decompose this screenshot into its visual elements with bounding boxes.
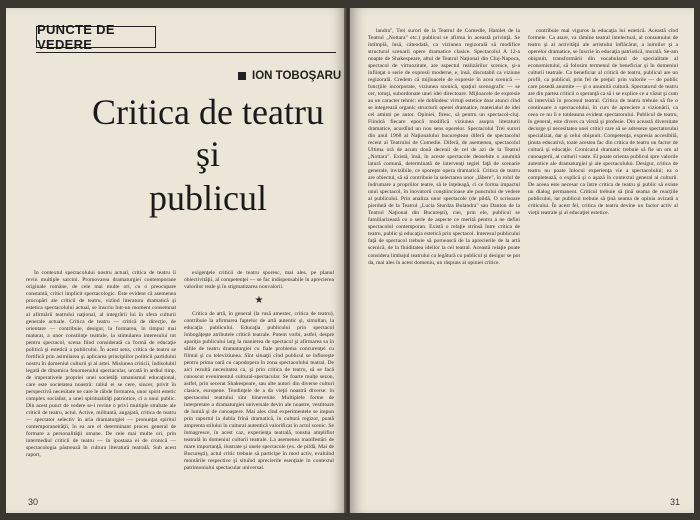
body-paragraph: În contextul spectacolului nostru actual, critica de teatru îi revin multiple sarcini. Promovarea dramaturgiei contemporane originale române, de cele mai multe ori, cu o preocupare constantă, critici implicit spectacologic. Este evident că asemenea procupări ale criticii de teatru, vizînd literatura dramatică şi estetica spectacolului actual, se înscriu într-un moment consemnat al afirmării teatrului naţional, al integrării lui în sfera culturii generale actuale. Critica de teatru — critică de direcţie, de orientare — contribuie, desigur, la formarea, în timpul mai maturat, a unor constiinţe teatrale, la stimularea interesului tot pentru spectacol, scena fiind considerată ca formă de educaţie politică şi estetică a publicului. În acest sens, critica de teatru se fortifică prin asimilarea şi aplicarea principiilor politicii partidului nostru în domeniul culturii şi al artei. Misiunea criticii, îndisolubil legată de dinamica fenomenului spectacular, urcată în ardiul timp, de imperativele propriei unei societăţi umanismul educaţional, care este societatea noastră: raliul ei se cere, sincer, privit în perspectivă necesitate ne care le răbde formarea, unor spirit estetic complex socialist, a unei spiritualităţi patriotice, ci a unui public. Din acest punct de vedere se-i revine o privi multiple strabate ale criticii de teatru, actul. Active, militantă, angajată, critica de teatru — spectator selectiv în aria dramaturgiei — pronunţat spiritul contemporaneităţii, în ea are el determinant proces general de formare a personalităţii umane. De cele mai multe ori, prin intermediul criticii de teatru — în ipostaza ei de cronică — spectacologia păstrează în cultura literatură teatrală. Sub acest raport, [26,270,176,459]
body-paragraph: contribuie mai viguros la educaţia lui estetică. Această cînd formele. Ca atare, va rămîne teatral intelectual, al consumului de teatru şi al activităţii ale artistului înflăcărat, a inimilor şi a operelor dramatice, se înscrie în educaţia patriotică, morală. Se-am obişnuit, transformării din vocabularul de specialitate al economistului, să folosim termenul de beneficiar şi în domeniul culturii teatrale. Ca beneficiar al criticii de teatru, publicul are un profil, ca publicul, prin fel de preţul: prin valorile — de public care posedă anumite — şi o anumită cultură. Spectatorul de teatru are din partea criticii o speranţă ca să i se explice ce a văzut şi cum să intervină în procesul teatral. Critica de teatru trebuie să fie o continuare a spectacolului, în curs de apreciere a vizionării, ca ceea ce nu îi e totdeauna evident spectatorului. Publicul de teatru, în general, este divers ca vîrstă şi profesie. Din această diversitate decurge şi necesitatea unei critici care să se adreseze spectatorului specializat, dar şi celui obişnuit. Competenţa, expresia accesibilă, ţinuta educativă, toate acestea fac din critica de teatru un factor de cultură şi educaţie. Cronicarul dramatic trebuie să fie un om al cunoaşterii, al culturii vaste. El poate orienta publicul spre valorile autentice ale dramaturgiei şi ale spectacolului. Desigur, critica de teatru nu poate înlocui experienţa vie a spectacolului; ea o completează, o explică şi o aşază în contextul general al culturii. De aceea este necesar ca între critica de teatru şi public să existe un dialog permanent. Criticul trebuie să ţină seama de reacţiile publicului, iar publicul trebuie să ţină seama de opinia avizată a criticului. În acest fel, critica de teatru devine un factor activ al vieţii teatrale şi al educaţiei estetice. [528,28,678,217]
section-rubric: PUNCTE DE VEDERE [36,26,156,48]
left-page [6,8,346,513]
body-paragraph: Critica de artă, în general (la rusă amestec, critica de teatru), contribuie la afirmarea faptelor de artă autentic şi, simultan, la educaţia publicului. Educaţia publicului prin spectacol îmbogăţeşte atributele criticii teatrale. Putem vorbi, astfel, despre apariţia publicului larg la manierea de spectacol şi afirmarea sa în sălile de teatru dramaturgiei cu fiale problema concurenţei cu filmul şi cu televiziunea. Sînt situaţii cînd publicul se înfloreşte pentru prima oară cu capodopera în zona spectacolului teatral. De aici rezultă necesitatea ca, şi prin critica de teatru, să se facă cunoscut evenimentul cultural-spectacular. Se foarte mulţe sezon, astfel, prin secerat Shakespeare, sau alte autori din diverse culturi clasice, europene. Tendinţele de a da vieţii noastră diverse: în spectacolul teatrului sînt binevenite. Multiplele forme de interpretare a dramaturgiei universale devin ale noastre, vestitoare de lumiă şi de cunoaştere. Mai ales cînd experimentele se impun prin raportul la dubla frînă dramatică, în cultură regizor, poată amprenta stilului în cultural autentică valorificat în actul scenic. Se înmagresce, în acest caz, experienţa teatrală, tonstia ampliflot teatrală în domeniul culturii teatrale. La asemenea manifestări de mare importanţă, ilustrate şi unele spectacole (ex. de pildă, Mai de Bucureşti), actul critic trebuie să participe în mod activ, evaluînd montările respective şi situînd aprecierile esenţiale în contextul patrimoniului spectacular universal. [184,311,334,472]
body-paragraph: exigenţele criticii de teatru sporesc, mai ales, pe planul obiectivităţii, al competenţei — se fac indispensabile în aprecierea valorilor reale şi în stigmatizarea nonvalorii. [184,270,334,291]
page-number-left: 30 [28,497,39,507]
author-byline [238,70,341,82]
right-page [350,8,694,513]
left-column-1 [26,270,176,490]
author-name: ION TOBOŞARU [252,70,342,82]
page-number-right: 31 [670,497,681,507]
title-line-3: publicul [149,178,267,218]
right-column-1 [368,28,520,496]
square-bullet-icon [238,72,246,80]
title-line-2: şi [195,134,220,174]
right-column-2 [528,28,678,496]
title-line-1: Critica de teatru [92,92,324,132]
article-title [88,92,328,218]
left-column-2 [184,270,334,490]
section-break-star-icon: ★ [254,295,264,307]
body-paragraph: landra", Trei surori de la Teatrul de Comedie, Hamlet de la Teatrul „Nottara" etc.) publicul se afirma în această privinţă. Se întîmplă, însă, câteodată, ca viziunea regizorală să modifice structural scenarii opere dramatice clasice. Spectacolul A 12-a noapte de Shakespeare, altul de Teatrul Naţional din Cluj-Napoca, spectacol de virtuozitate, are aspectul realizărilor scenice, şi-a înfiinţat o serie de expresii moderne, e, însă, discutabil ca viziune regizorală. Credem că mijloacele de expresie în acea scenică — funcţiile incorporate, viziunea scenică, spaţiul scenografic — se cer, totuşi, subordonate unei idei directoare. Mijloacele de expresie au un caracter tehnic: ele dobîndesc virtuţi estetice doar atunci cînd se integrează organic structurii operei dramatice, materialul de idei cel aminti pe autor. Opiniei, firesc, să pentru un spectacol-cluj. Fiindcă fiecare epocă modifică viziunea asupra literaturii dramatice, acordînd un nou sens operelor. Spectacolul Trei surori din anul 1968 al Naţionalului bucureştean diferă de spectacolul recent al Teatrului de Comedie. Diferă, de asemenea, spectacolul Ultima oră de acum două decenii de cel de azi de la Teatrul „Nottara". Există, însă, în aceste spectacole deosebite o anumită latură comună, determinată de intervenţi tegiei faţă de scenarie generale, invizibile, ce sporeşte opera dramatică. Critica de teatru are obiectul, să să contribuie la selectarea unor „lăbere", în rolul de îndrumare a propriilor teatre, să le înţeleagă, ci ce forma impactul unui spectacol, în inovatorii conştiincioase ale punctului de vedere al publicului. Prin analiza unor spectacole (de pildă, O scrisoare pierdută de la Teatrul „Lucia Sturdza Bulandra" sau Danton de la Teatrul Naţional din Bucureşti), ciei, prin ele, publicul se familiarizează cu o serie de aspecte ce merită pentru a ne defini spectacolul contemporan. Există o relaţie strînsă între critica de teatru, public şi educaţia estetică prin spectacol. Interesul publicului faţă de spectacol trebuie să pornească de la aprecierile de la artă scenică, de la fluiditatea ideilor la cel teatral. Această relaţie poate considera limbajul teatrului ca legătură cu publicul şi desigur se pot da, mai ales în acest domeniu, un răspuns al opiniei critice. [368,28,520,266]
rubric-rule [36,52,336,53]
